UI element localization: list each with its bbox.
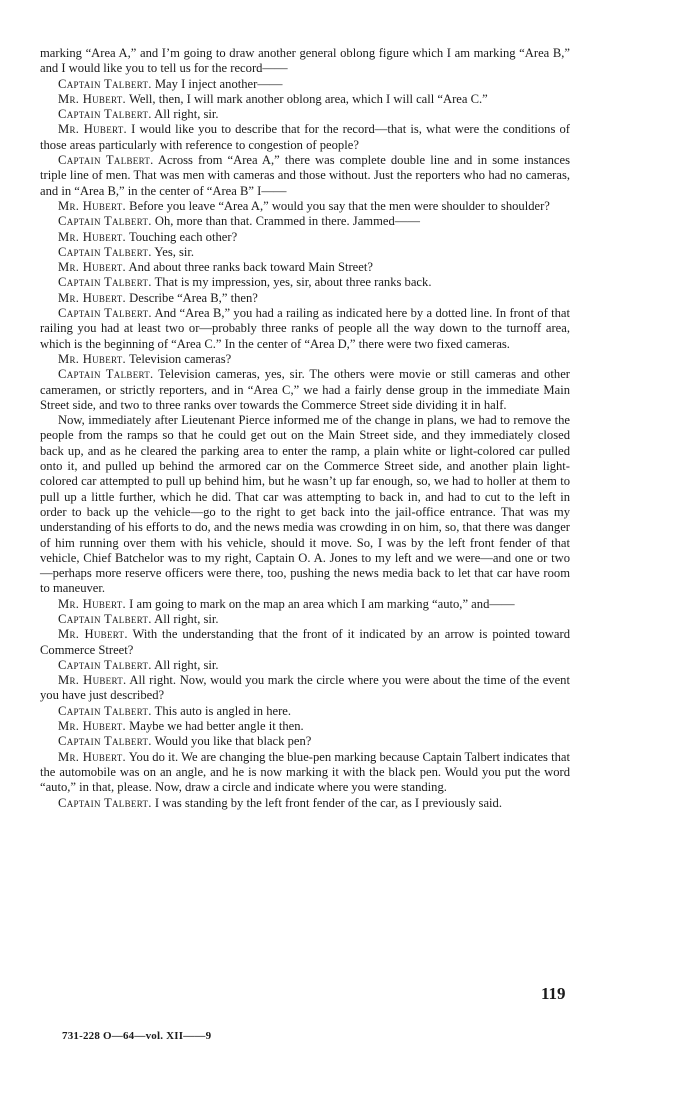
speaker-name: Captain Talbert. [58,244,152,259]
transcript-paragraph [40,77,570,92]
page-number: 119 [541,984,566,1003]
paragraph-text: Across from “Area A,” there was complete double line and in some instances triple line of men. That was men with cameras and those without. Just the reporters who had no cameras, and in “Area B,” in the center of “Area B” I—— [40,153,570,198]
transcript-body [40,46,570,811]
paragraph-text: I was standing by the left front fender of the car, as I previously said. [154,795,502,810]
paragraph-text: Television cameras? [128,351,232,366]
transcript-paragraph [40,413,570,597]
transcript-paragraph [40,92,570,107]
speaker-name: Captain Talbert. [58,734,152,749]
transcript-paragraph [40,291,570,306]
paragraph-text: I would like you to describe that for the record—that is, what were the conditions of those areas particularly with reference to congestion of people? [40,122,570,152]
paragraph-text: Maybe we had better angle it then. [129,719,304,734]
speaker-name: Captain Talbert. [58,214,152,229]
transcript-paragraph [40,260,570,275]
transcript-paragraph [40,199,570,214]
transcript-paragraph [40,46,570,77]
paragraph-text: Touching each other? [128,229,238,244]
transcript-paragraph [40,275,570,290]
transcript-paragraph [40,306,570,352]
speaker-name: Mr. Hubert. [58,198,127,213]
transcript-paragraph [40,704,570,719]
transcript-paragraph [40,612,570,627]
paragraph-text: Describe “Area B,” then? [129,290,258,305]
speaker-name: Mr. Hubert. [58,351,127,366]
speaker-name: Captain Talbert. [58,367,154,382]
transcript-paragraph [40,673,570,704]
speaker-name: Mr. Hubert. [58,91,127,106]
speaker-name: Mr. Hubert. [58,719,127,734]
paragraph-text: All right, sir. [154,611,219,626]
paragraph-text: Television cameras, yes, sir. The others were movie or still cameras and other cameramen, or strictly reporters, and in “Area C,” we had a fairly dense group in the immediate Main Street side, and two to three ranks over towards the Commerce Street side dividing it in half. [40,367,570,412]
speaker-name: Captain Talbert. [58,107,152,122]
transcript-paragraph [40,214,570,229]
speaker-name: Captain Talbert. [58,795,152,810]
transcript-paragraph [40,230,570,245]
transcript-paragraph [40,658,570,673]
speaker-name: Captain Talbert. [58,611,152,626]
transcript-paragraph [40,734,570,749]
paragraph-text: Before you leave “Area A,” would you say that the men were shoulder to shoulder? [129,198,550,213]
paragraph-text: Would you like that black pen? [154,734,312,749]
speaker-name: Captain Talbert. [58,703,152,718]
transcript-paragraph [40,107,570,122]
paragraph-text: You do it. We are changing the blue-pen marking because Captain Talbert indicates that the automobile was on an angle, and he is now marking it with the black pen. Would you put the word “auto,” in that, please. Now, draw a circle and indicate where you were standing. [40,749,570,795]
speaker-name: Mr. Hubert. [58,749,127,764]
speaker-name: Mr. Hubert. [58,290,127,305]
transcript-paragraph [40,352,570,367]
speaker-name: Captain Talbert. [58,153,154,168]
speaker-name: Mr. Hubert. [58,122,127,137]
paragraph-text: With the understanding that the front of it indicated by an arrow is pointed toward Commerce Street? [40,627,570,657]
speaker-name: Mr. Hubert. [58,673,127,688]
paragraph-text: This auto is angled in here. [154,703,292,718]
paragraph-text: All right. Now, would you mark the circle where you were about the time of the event you have just described? [40,673,570,703]
paragraph-text: Now, immediately after Lieutenant Pierce informed me of the change in plans, we had to remove the people from the ramps so that he could get out on the Main Street side, and they immediately closed back up, and as he cleared the parking area to enter the ramp, a plain white or light-colored car pulled onto it, and pulled up behind the armored car on the Commerce Street side, and another plain light-colored car attempted to pull up behind him, but he wasn’t up far enough, so, we had to holler at them to pull up a little further, which he did. That car was attempting to back in, and had to cut to the left in order to back up the vehicle—go to the right to get back into the jail-office entrance. That was my understanding of his efforts to do, and the news media was crowding in on him, so, that there was danger of him running over them with his vehicle, should it move. So, I was by the left front fender of that vehicle, Chief Batchelor was to my right, Captain O. A. Jones to my left and we were—and one or two—perhaps more reserve officers were there, too, pushing the news media back to let that car have room to maneuver. [40,413,570,596]
paragraph-text: marking “Area A,” and I’m going to draw another general oblong figure which I am marking “Area B,” and I would like you to tell us for the record—— [40,46,570,76]
paragraph-text: Well, then, I will mark another oblong area, which I will call “Area C.” [128,91,488,106]
paragraph-text: And “Area B,” you had a railing as indicated here by a dotted line. In front of that railing you had at least two or—probably three ranks of people all the way down to the turnoff area, which is the beginning of “Area C.” In the center of “Area D,” there were two fixed cameras. [40,306,570,351]
transcript-paragraph [40,367,570,413]
paragraph-text: Oh, more than that. Crammed in there. Jammed—— [154,214,420,229]
speaker-name: Captain Talbert. [58,306,152,321]
transcript-paragraph [40,796,570,811]
paragraph-text: All right, sir. [154,657,219,672]
paragraph-text: May I inject another—— [154,76,283,91]
speaker-name: Mr. Hubert. [58,260,127,275]
paragraph-text: And about three ranks back toward Main Street? [128,260,373,275]
speaker-name: Captain Talbert. [58,657,152,672]
transcript-paragraph [40,597,570,612]
transcript-paragraph [40,245,570,260]
speaker-name: Mr. Hubert. [58,596,127,611]
transcript-paragraph [40,750,570,796]
printer-code: 731-228 O—64—vol. XII——9 [62,1030,212,1042]
paragraph-text: That is my impression, yes, sir, about three ranks back. [154,275,432,290]
transcript-paragraph [40,122,570,153]
transcript-paragraph [40,719,570,734]
speaker-name: Captain Talbert. [58,76,152,91]
speaker-name: Captain Talbert. [58,275,152,290]
transcript-paragraph [40,627,570,658]
speaker-name: Mr. Hubert. [58,229,127,244]
transcript-paragraph [40,153,570,199]
paragraph-text: All right, sir. [154,107,219,122]
paragraph-text: Yes, sir. [154,244,195,259]
paragraph-text: I am going to mark on the map an area which I am marking “auto,” and—— [129,596,515,611]
speaker-name: Mr. Hubert. [58,627,128,642]
